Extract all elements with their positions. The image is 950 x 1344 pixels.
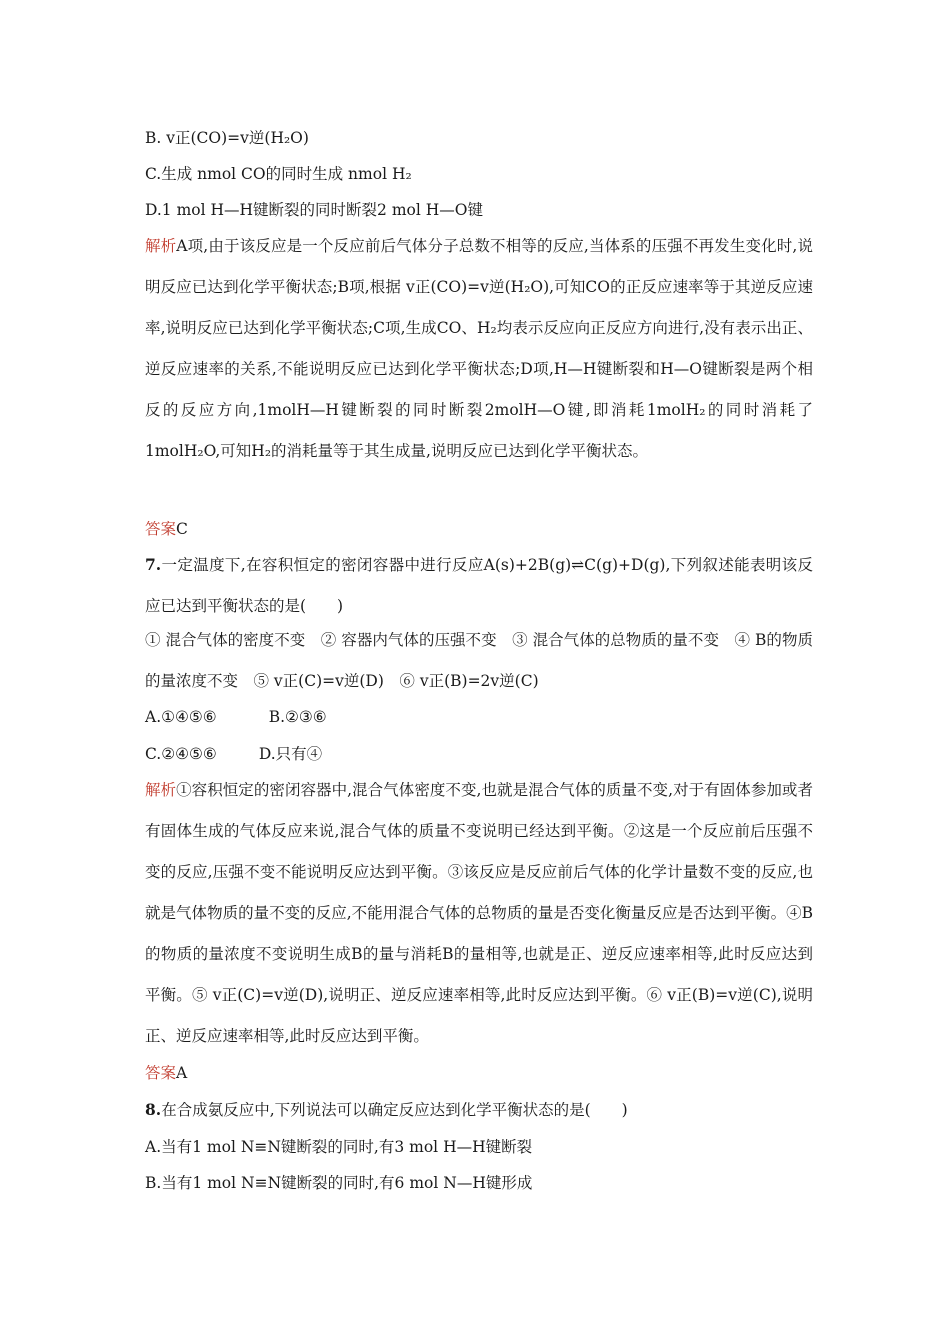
q7-option-a: A.①④⑤⑥ [145, 708, 217, 726]
analysis-label: 解析 [145, 237, 177, 255]
answer-value: A [176, 1064, 188, 1082]
q6-analysis [145, 226, 813, 472]
question-number: 7. [145, 555, 162, 574]
q7-stem [145, 544, 813, 627]
answer-value: C [176, 520, 188, 538]
question-stem: 一定温度下,在容积恒定的密闭容器中进行反应A(s)+2B(g)⇌C(g)+D(g),下列叙述能表明该反应已达到平衡状态的是( ) [145, 556, 813, 615]
q7-options-row-1 [145, 706, 817, 728]
question-stem: 在合成氨反应中,下列说法可以确定反应达到化学平衡状态的是( ) [161, 1101, 628, 1119]
analysis-text: ①容积恒定的密闭容器中,混合气体密度不变,也就是混合气体的质量不变,对于有固体参加或者有固体生成的气体反应来说,混合气体的质量不变说明已经达到平衡。②这是一个反应前后压强不变的反应,压强不变不能说明反应达到平衡。③该反应是反应前后气体的化学计量数不变的反应,也就是气体物质的量不变的反应,不能用混合气体的总物质的量是否变化衡量反应是否达到平衡。④B的物质的量浓度不变说明生成B的量与消耗B的量相等,也就是正、逆反应速率相等,此时反应达到平衡。⑤ v正(C)=v逆(D),说明正、逆反应速率相等,此时反应达到平衡。⑥ v正(B)=v逆(C),说明正、逆反应速率相等,此时反应达到平衡。 [145, 781, 813, 1045]
q8-option-a: A.当有1 mol N≡N键断裂的同时,有3 mol H—H键断裂 [145, 1138, 533, 1156]
q7-analysis [145, 770, 813, 1057]
q7-option-b: B.②③⑥ [268, 708, 327, 726]
analysis-text: A项,由于该反应是一个反应前后气体分子总数不相等的反应,当体系的压强不再发生变化时,说明反应已达到化学平衡状态;B项,根据 v正(CO)=v逆(H₂O),可知CO的正反应速率等于其逆反应速率,说明反应已达到化学平衡状态;C项,生成CO、H₂均表示反应向正反应方向进行,没有表示出正、逆反应速率的关系,不能说明反应已达到化学平衡状态;D项,H—H键断裂和H—O键断裂是两个相反的反应方向,1molH—H键断裂的同时断裂2molH—O键,即消耗1molH₂的同时消耗了1molH₂O,可知H₂的消耗量等于其生成量,说明反应已达到化学平衡状态。 [145, 237, 813, 460]
question-number: 8. [145, 1100, 162, 1119]
q7-option-c: C.②④⑤⑥ [145, 745, 217, 763]
answer-label: 答案 [145, 1064, 177, 1082]
q6-answer [145, 518, 817, 540]
analysis-label: 解析 [145, 781, 177, 799]
q6-option-d: D.1 mol H—H键断裂的同时断裂2 mol H—O键 [145, 201, 483, 219]
q7-answer [145, 1062, 817, 1084]
q8-stem [145, 1099, 817, 1121]
answer-label: 答案 [145, 520, 177, 538]
q6-option-b: B. v正(CO)=v逆(H₂O) [145, 129, 309, 147]
q7-option-d: D.只有④ [258, 745, 323, 763]
q7-conditions: ① 混合气体的密度不变 ② 容器内气体的压强不变 ③ 混合气体的总物质的量不变 ④ B的物质的量浓度不变 ⑤ v正(C)=v逆(D) ⑥ v正(B)=2v逆(C) [145, 631, 813, 690]
q8-option-b: B.当有1 mol N≡N键断裂的同时,有6 mol N—H键形成 [145, 1174, 533, 1192]
q7-options-row-2 [145, 743, 817, 765]
q6-option-c: C.生成 nmol CO的同时生成 nmol H₂ [145, 165, 412, 183]
